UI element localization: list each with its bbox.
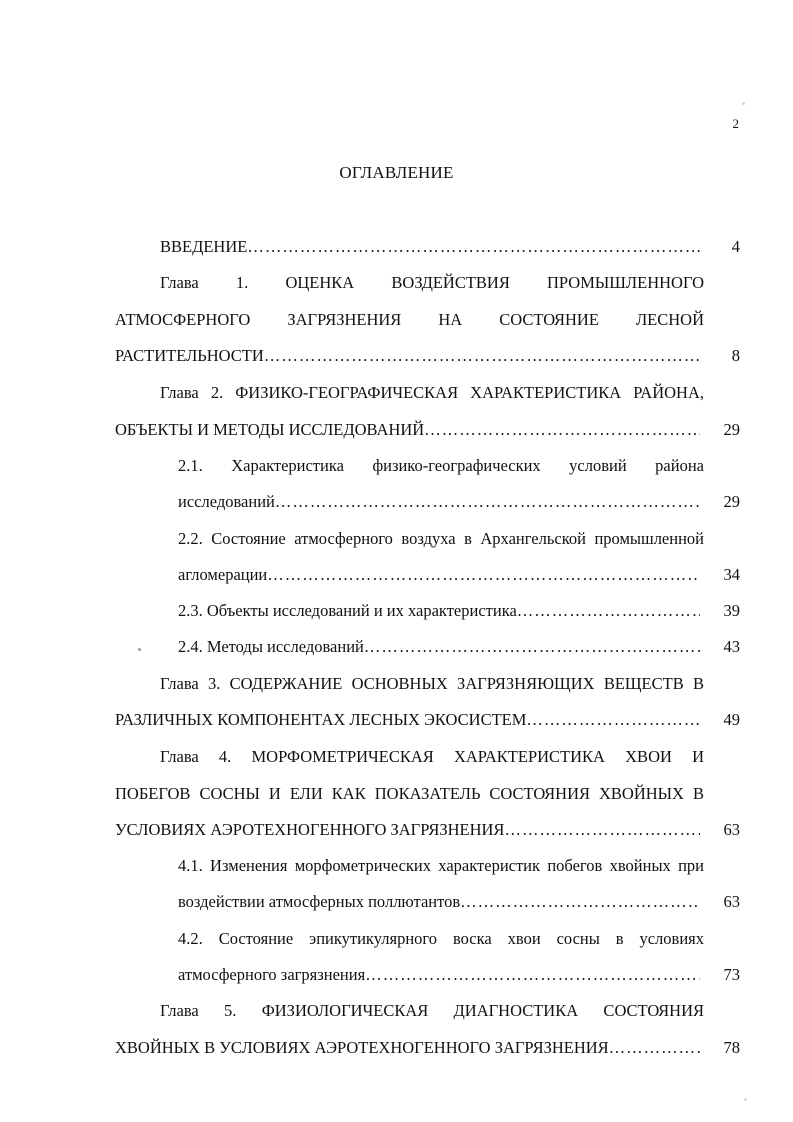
toc-page-number: 63	[723, 892, 740, 911]
page-title: ОГЛАВЛЕНИЕ	[339, 163, 454, 182]
toc-entry-section-2-4[interactable]	[178, 635, 700, 659]
toc-entry-chapter-1-line-2[interactable]: АТМОСФЕРНОГО ЗАГРЯЗНЕНИЯ НА СОСТОЯНИЕ ЛЕСНОЙ	[115, 310, 704, 329]
toc-entry-text: агломерации	[178, 565, 268, 584]
toc-entry-chapter-4-line-3[interactable]	[115, 818, 700, 842]
toc-entry-section-4-1-line-2[interactable]	[178, 890, 700, 914]
toc-entry-text: 2.4. Методы исследований	[178, 637, 364, 656]
toc-entry-text: ОБЪЕКТЫ И МЕТОДЫ ИССЛЕДОВАНИЙ	[115, 420, 425, 439]
toc-entry-section-2-2-line-2[interactable]	[178, 563, 700, 587]
toc-entry-text: РАЗЛИЧНЫХ КОМПОНЕНТАХ ЛЕСНЫХ ЭКОСИСТЕМ	[115, 710, 527, 729]
toc-entry-intro[interactable]	[160, 235, 700, 259]
toc-entry-section-4-2-line-2[interactable]	[178, 963, 700, 987]
leader-dots	[264, 344, 700, 368]
toc-entry-text: УСЛОВИЯХ АЭРОТЕХНОГЕННОГО ЗАГРЯЗНЕНИЯ	[115, 820, 505, 839]
scan-speck	[744, 1098, 747, 1101]
toc-entry-chapter-3-line-1[interactable]: Глава 3. СОДЕРЖАНИЕ ОСНОВНЫХ ЗАГРЯЗНЯЮЩИХ ВЕЩЕСТВ В	[160, 674, 704, 693]
toc-entry-chapter-3-line-2[interactable]	[115, 708, 700, 732]
toc-page-number: 63	[723, 820, 740, 839]
toc-entry-chapter-1-line-1[interactable]: Глава 1. ОЦЕНКА ВОЗДЕЙСТВИЯ ПРОМЫШЛЕННОГО	[160, 273, 704, 292]
leader-dots	[267, 563, 700, 587]
toc-entry-text: воздействии атмосферных поллютантов	[178, 892, 461, 911]
toc-entry-text: 2.3. Объекты исследований и их характеристика	[178, 601, 517, 620]
toc-page-number: 39	[723, 601, 740, 620]
toc-entry-section-4-1-line-1[interactable]: 4.1. Изменения морфометрических характеристик побегов хвойных при	[178, 856, 704, 875]
toc-entry-section-2-1-line-1[interactable]: 2.1. Характеристика физико-географических условий района	[178, 456, 704, 475]
toc-page-number: 34	[723, 565, 740, 584]
leader-dots	[364, 635, 700, 659]
toc-entry-chapter-4-line-2[interactable]: ПОБЕГОВ СОСНЫ И ЕЛИ КАК ПОКАЗАТЕЛЬ СОСТОЯНИЯ ХВОЙНЫХ В	[115, 784, 704, 803]
toc-entry-text: исследований	[178, 492, 275, 511]
toc-entry-text: РАСТИТЕЛЬНОСТИ	[115, 346, 264, 365]
toc-entry-text: атмосферного загрязнения	[178, 965, 366, 984]
leader-dots	[424, 418, 700, 442]
toc-entry-chapter-1-line-3[interactable]	[115, 344, 700, 368]
toc-entry-chapter-4-line-1[interactable]: Глава 4. МОРФОМЕТРИЧЕСКАЯ ХАРАКТЕРИСТИКА ХВОИ И	[160, 747, 704, 766]
scan-speck	[138, 648, 141, 651]
toc-entry-section-2-3[interactable]	[178, 599, 700, 623]
page-number: 2	[732, 116, 739, 131]
scan-speck	[742, 102, 745, 105]
toc-entry-chapter-2-line-1[interactable]: Глава 2. ФИЗИКО-ГЕОГРАФИЧЕСКАЯ ХАРАКТЕРИСТИКА РАЙОНА,	[160, 383, 704, 402]
toc-entry-section-2-1-line-2[interactable]	[178, 490, 700, 514]
toc-entry-chapter-5-line-1[interactable]: Глава 5. ФИЗИОЛОГИЧЕСКАЯ ДИАГНОСТИКА СОСТОЯНИЯ	[160, 1001, 704, 1020]
toc-page-number: 8	[731, 346, 740, 365]
toc-entry-text: ХВОЙНЫХ В УСЛОВИЯХ АЭРОТЕХНОГЕННОГО ЗАГРЯЗНЕНИЯ	[115, 1038, 609, 1057]
toc-page-number: 78	[723, 1038, 740, 1057]
leader-dots	[504, 818, 700, 842]
leader-dots	[517, 599, 700, 623]
toc-entry-section-4-2-line-1[interactable]: 4.2. Состояние эпикутикулярного воска хвои сосны в условиях	[178, 929, 704, 948]
toc-page-number: 49	[723, 710, 740, 729]
toc-entry-chapter-2-line-2[interactable]	[115, 418, 700, 442]
toc-page-number: 4	[731, 237, 740, 256]
toc-entry-section-2-2-line-1[interactable]: 2.2. Состояние атмосферного воздуха в Архангельской промышленной	[178, 529, 704, 548]
toc-entry-chapter-5-line-2[interactable]	[115, 1036, 700, 1060]
toc-entry-text: ВВЕДЕНИЕ	[160, 237, 248, 256]
toc-page-number: 29	[723, 420, 740, 439]
leader-dots	[460, 890, 700, 914]
leader-dots	[526, 708, 700, 732]
leader-dots	[247, 235, 700, 259]
leader-dots	[275, 490, 700, 514]
toc-page-number: 29	[723, 492, 740, 511]
toc-page-number: 43	[723, 637, 740, 656]
leader-dots	[609, 1036, 700, 1060]
leader-dots	[365, 963, 700, 987]
toc-page-number: 73	[723, 965, 740, 984]
